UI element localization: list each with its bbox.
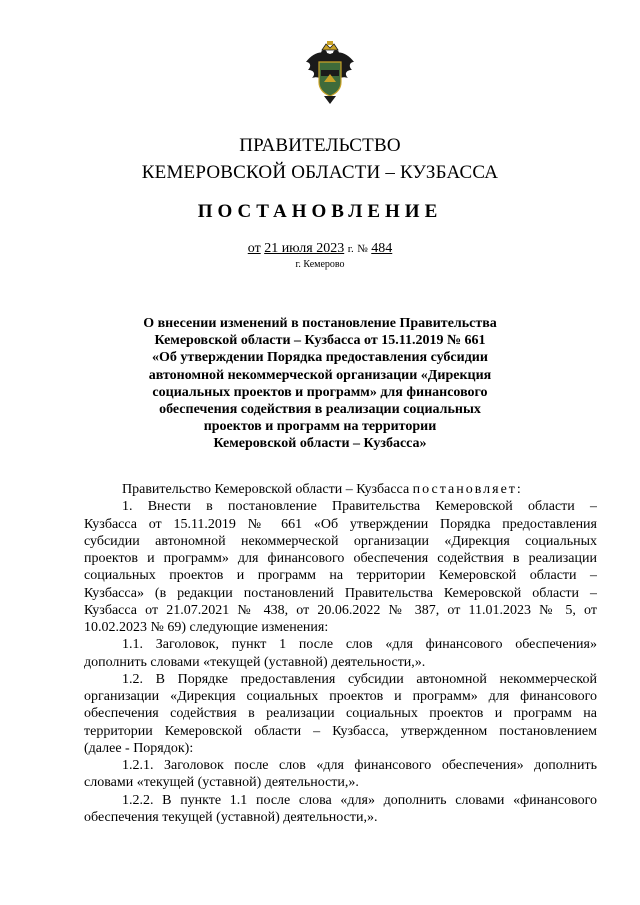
government-title-line2: КЕМЕРОВСКОЙ ОБЛАСТИ – КУЗБАССА — [141, 162, 499, 183]
heading-line: социальных проектов и программ» для финансового — [152, 384, 488, 400]
document-city: г. Кемерово — [295, 259, 345, 270]
heading-line: проектов и программ на территории — [203, 419, 437, 435]
body-line: территории Кемеровской области – Кузбасса, утвержденном постановлением — [84, 723, 597, 739]
document-heading — [120, 315, 520, 453]
body-line: социальных проектов и программ на территории Кемеровской области – — [84, 568, 597, 584]
date-prefix: от — [247, 241, 261, 256]
document-body — [84, 481, 597, 826]
body-line: обеспечения текущей (уставной) деятельности,». — [84, 809, 378, 825]
intro-paragraph — [84, 481, 597, 498]
heading-line: автономной некоммерческой организации «Дирекция — [148, 367, 492, 383]
heading-line: О внесении изменений в постановление Правительства — [143, 316, 497, 331]
body-line: (далее - Порядок): — [84, 740, 194, 756]
year-suffix: г. — [347, 243, 354, 255]
heading-line: «Об утверждении Порядка предоставления субсидии — [152, 350, 488, 366]
number-prefix: № — [357, 243, 368, 255]
body-line: словами «текущей (уставной) деятельности,». — [84, 775, 359, 791]
body-line: дополнить словами «текущей (уставной) деятельности,». — [84, 654, 426, 670]
body-line: 10.02.2023 № 69) следующие изменения: — [84, 620, 329, 635]
heading-line: Кемеровской области – Кузбасса от 15.11.2019 № 661 — [154, 333, 486, 349]
document-number: 484 — [371, 241, 393, 256]
intro-text: Правительство Кемеровской области – Кузбасса — [122, 482, 410, 497]
heading-line: обеспечения содействия в реализации социальных — [159, 402, 481, 418]
body-line: Кузбасса» (в редакции постановлений Правительства Кемеровской области – — [84, 585, 597, 601]
document-date: 21 июля 2023 — [264, 241, 345, 256]
body-line: Кузбасса от 15.11.2019 № 661 «Об утверждении Порядка предоставления — [84, 516, 597, 532]
body-line: обеспечения содействия в реализации социальных проектов и программ на — [84, 706, 597, 722]
body-line: субсидии автономной некоммерческой организации «Дирекция социальных — [84, 533, 597, 549]
document-type-title: ПОСТАНОВЛЕНИЕ — [197, 201, 443, 222]
government-title-line1: ПРАВИТЕЛЬСТВО — [239, 135, 401, 156]
body-line: организации «Дирекция социальных проектов и программ» для финансового — [84, 689, 597, 704]
coat-of-arms-icon — [300, 40, 360, 106]
intro-decree-word: постановляет: — [412, 482, 523, 497]
body-line: 1.1. Заголовок, пункт 1 после слов «для финансового обеспечения» — [122, 637, 597, 653]
body-line: проектов и программ» для финансового обеспечения содействия в реализации — [84, 551, 597, 566]
body-line: Кузбасса от 21.07.2021 № 438, от 20.06.2022 № 387, от 11.01.2023 № 5, от — [84, 602, 597, 618]
heading-line: Кемеровской области – Кузбасса» — [213, 436, 427, 452]
body-line: 1.2.2. В пункте 1.1 после слова «для» дополнить словами «финансового — [122, 792, 597, 808]
body-line: 1. Внести в постановление Правительства Кемеровской области – — [122, 499, 597, 515]
body-line: 1.2. В Порядке предоставления субсидии автономной некоммерческой — [122, 671, 597, 687]
body-line: 1.2.1. Заголовок после слов «для финансового обеспечения» дополнить — [122, 758, 597, 773]
document-date-line — [0, 241, 640, 257]
